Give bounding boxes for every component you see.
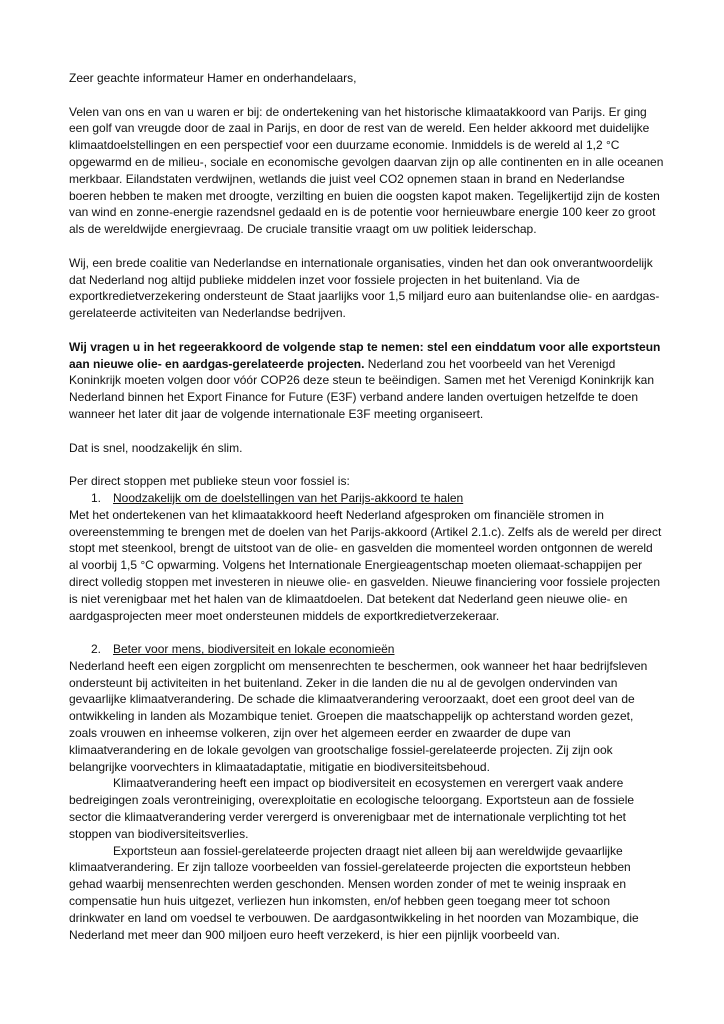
section-2-body-2: Klimaatverandering heeft een impact op biodiversiteit en ecosystemen en verergert vaak andere bedreigingen zoals verontreiniging, overexploitatie en ecologische teloorgang. Exportsteun aan de fossiele sector die klimaatverandering verder verergerd is onverenigbaar met de internationale verplichting tot het stoppen van biodiversiteitsverlies. xyxy=(69,776,635,841)
list-intro: Per direct stoppen met publieke steun voor fossiel is: xyxy=(69,474,350,489)
salutation: Zeer geachte informateur Hamer en onderhandelaars, xyxy=(69,71,357,85)
section-2-title: Beter voor mens, biodiversiteit en lokale economieën xyxy=(113,642,395,657)
section-2-body-3: Exportsteun aan fossiel-gerelateerde projecten draagt niet alleen bij aan wereldwijde gevaarlijke klimaatverandering. Er zijn talloze voorbeelden van fossiel-gerelateerde projecten die exportsteun hebben gehad waarbij mensenrechten werden geschonden. Mensen worden zonder of met te weinig inspraak en compensatie hun huis uitgezet, verliezen hun inkomsten, en/of hebben geen toegang meer tot schoon drinkwater en land om voedsel te verbouwen. De aardgasontwikkeling in het noorden van Mozambique, die Nederland met meer dan 900 miljoen euro heeft verzekerd, is hier een pijnlijk voorbeeld van. xyxy=(69,843,639,942)
paragraph-summary: Dat is snel, noodzakelijk én slim. xyxy=(69,440,243,455)
paragraph-request xyxy=(69,339,664,423)
paragraph-paris-agreement: Velen van ons en van u waren er bij: de ondertekening van het historische klimaatakkoord van Parijs. Er ging een golf van vreugde door de zaal in Parijs, en door de rest van de wereld. Een helder akkoord met duidelijke klimaatdoelstellingen en een perspectief voor een duurzame economie. Inmiddels is de wereld al 1,2 °C opgewarmd en de milieu-, sociale en economische gevolgen daarvan zijn op alle continenten en in alle oceanen merkbaar. Eilandstaten verdwijnen, wetlands die juist veel CO2 opnemen staan in brand en Nederlandse boeren hebben te maken met droogte, verzilting en buien die oogsten kapot maken. Tegelijkertijd zijn de kosten van wind en zonne-energie razendsnel gedaald en is de potentie voor hernieuwbare energie 100 keer zo groot als de wereldwijde energievraag. De cruciale transitie vraagt om uw politiek leiderschap. xyxy=(69,104,664,237)
request-bold: Wij vragen u in het regeerakkoord de volgende stap te nemen: stel een einddatum voor alle exportsteun aan nieuwe olie- en aardgas-gerelateerde projecten. xyxy=(69,339,661,371)
section-1-title: Noodzakelijk om de doelstellingen van het Parijs-akkoord te halen xyxy=(113,490,464,505)
section-1-body: Met het ondertekenen van het klimaatakkoord heeft Nederland afgesproken om financiële stromen in overeenstemming te brengen met de doelen van het Parijs-akkoord (Artikel 2.1.c). Zelfs als de wereld per direct stopt met steenkool, brengt de uitstoot van de olie- en gasvelden die momenteel worden ontgonnen de wereld al voorbij 1,5 °C opwarming. Volgens het Internationale Energieagentschap moeten oliemaat-schappijen per direct volledig stoppen met investeren in nieuwe olie- en gasvelden. Nieuwe financiering voor fossiele projecten is niet verenigbaar met het halen van de klimaatdoelen. Dat betekent dat Nederland geen nieuwe olie- en aardgasprojecten meer moet ondersteunen middels de exportkredietverzekeraar. xyxy=(69,507,662,623)
request-rest: Nederland zou het voorbeeld van het Verenigd Koninkrijk moeten volgen door vóór COP26 deze steun te beëindigen. Samen met het Verenigd Koninkrijk kan Nederland binnen het Export Finance for Future (E3F) verband andere landen overtuigen hetzelfde te doen wanneer het later dit jaar de volgende internationale E3F meeting organiseert. xyxy=(69,356,655,421)
paragraph-coalition: Wij, een brede coalitie van Nederlandse en internationale organisaties, vinden het dan ook onverantwoordelijk dat Nederland nog altijd publieke middelen inzet voor fossiele projecten in het buitenland. Via de exportkredietverzekering ondersteunt de Staat jaarlijks voor 1,5 miljard euro aan buitenlandse olie- en aardgas-gerelateerde activiteiten van Nederlandse bedrijven. xyxy=(69,255,660,321)
section-1-number: 1. xyxy=(91,490,102,505)
section-1-heading xyxy=(69,490,664,507)
section-2-body-1: Nederland heeft een eigen zorgplicht om mensenrechten te beschermen, ook wanneer het haar bedrijfsleven ondersteunt bij activiteiten in het buitenland. Zeker in die landen die nu al de gevolgen ondervinden van gevaarlijke klimaatverandering. De schade die klimaatverandering veroorzaakt, doet een groot deel van de ontwikkeling in landen als Mozambique teniet. Groepen die maatschappelijk op achterstand worden gezet, zoals vrouwen en inheemse volkeren, zijn over het algemeen eerder en zwaarder de dupe van klimaatverandering en de lokale gevolgen van grootschalige fossiel-gerelateerde projecten. Zij zijn ook belangrijke voorvechters in klimaatadaptatie, mitigatie en biodiversiteitsbehoud. xyxy=(69,658,648,774)
section-2-number: 2. xyxy=(91,642,102,657)
section-2-heading xyxy=(69,641,664,658)
